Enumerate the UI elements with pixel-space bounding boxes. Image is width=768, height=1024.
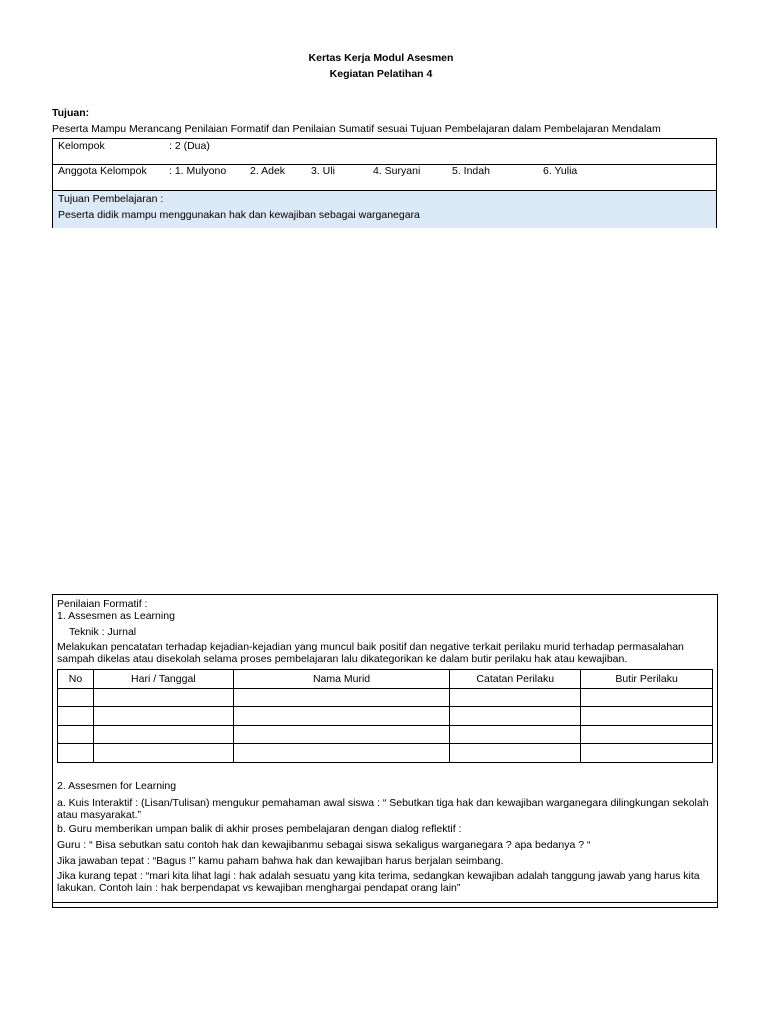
table-header-row: [58, 670, 713, 689]
umpan-balik-line: b. Guru memberikan umpan balik di akhir proses pembelajaran dengan dialog reflektif :: [57, 823, 462, 835]
member-3: 3. Uli: [311, 165, 335, 177]
table-cell[interactable]: [93, 707, 233, 726]
col-butir-perilaku: Butir Perilaku: [581, 670, 713, 689]
section2-heading: 2. Assesmen for Learning: [57, 780, 177, 792]
anggota-label: Anggota Kelompok: [58, 165, 147, 177]
tp-label: Tujuan Pembelajaran :: [58, 193, 164, 205]
table-cell[interactable]: [450, 744, 581, 763]
table-row: [58, 688, 713, 707]
table-cell[interactable]: [58, 707, 94, 726]
table-cell[interactable]: [581, 725, 713, 744]
table-cell[interactable]: [233, 744, 450, 763]
col-catatan-perilaku: Catatan Perilaku: [450, 670, 581, 689]
member-4: 4. Suryani: [373, 165, 421, 177]
table-cell[interactable]: [233, 707, 450, 726]
member-6: 6. Yulia: [543, 165, 578, 177]
member-1: : 1. Mulyono: [169, 165, 227, 177]
table-cell[interactable]: [233, 725, 450, 744]
document-title: Kertas Kerja Modul Asesmen: [308, 52, 454, 64]
document-subtitle: Kegiatan Pelatihan 4: [329, 68, 433, 80]
anggota-row: [53, 165, 716, 191]
table-row: [58, 725, 713, 744]
table-cell[interactable]: [581, 688, 713, 707]
tujuan-heading: Tujuan:: [52, 107, 90, 119]
table-cell[interactable]: [93, 725, 233, 744]
jurnal-table: [57, 669, 713, 763]
table-cell[interactable]: [581, 744, 713, 763]
col-hari-tanggal: Hari / Tanggal: [93, 670, 233, 689]
group-info-box: [52, 138, 717, 228]
table-cell[interactable]: [450, 688, 581, 707]
jurnal-description: Melakukan pencatatan terhadap kejadian-kejadian yang muncul baik positif dan negative terkait perilaku murid terhadap permasalahan sampah dikelas atau disekolah selama proses pembelajaran lalu dikategorikan ke dalam butir perilaku hak atau kewajiban.: [57, 641, 684, 665]
formatif-label: Penilaian Formatif :: [57, 598, 148, 610]
box-bottom-divider: [53, 902, 717, 903]
table-cell[interactable]: [93, 744, 233, 763]
table-cell[interactable]: [450, 725, 581, 744]
table-cell[interactable]: [58, 725, 94, 744]
jawaban-tepat-line: Jika jawaban tepat : “Bagus !” kamu paham bahwa hak dan kewajiban harus berjalan seimbang.: [57, 855, 504, 867]
table-cell[interactable]: [450, 707, 581, 726]
kelompok-row: [53, 139, 716, 165]
guru-question-line: Guru : “ Bisa sebutkan satu contoh hak dan kewajibanmu sebagai siswa sekaligus warganegara ? apa bedanya ? “: [57, 839, 591, 851]
col-nama-murid: Nama Murid: [233, 670, 450, 689]
member-2: 2. Adek: [250, 165, 286, 177]
tujuan-text: Peserta Mampu Merancang Penilaian Formatif dan Penilaian Sumatif sesuai Tujuan Pembelajaran dalam Pembelajaran Mendalam: [52, 123, 661, 135]
table-row: [58, 744, 713, 763]
table-cell[interactable]: [58, 688, 94, 707]
teknik-line: Teknik : Jurnal: [69, 626, 137, 638]
table-cell[interactable]: [58, 744, 94, 763]
kuis-line: a. Kuis Interaktif : (Lisan/Tulisan) mengukur pemahaman awal siswa : “ Sebutkan tiga hak dan kewajiban warganegara dilingkungan sekolah atau masyarakat.”: [57, 797, 709, 821]
tp-text: Peserta didik mampu menggunakan hak dan kewajiban sebagai warganegara: [58, 209, 420, 221]
kelompok-value: : 2 (Dua): [169, 140, 210, 152]
section1-heading: 1. Assesmen as Learning: [57, 610, 175, 622]
tujuan-pembelajaran-row: [53, 191, 716, 228]
table-cell[interactable]: [233, 688, 450, 707]
col-no: No: [58, 670, 94, 689]
kelompok-label: Kelompok: [58, 140, 105, 152]
kurang-tepat-line: Jika kurang tepat : “mari kita lihat lagi : hak adalah sesuatu yang kita terima, sedangkan kewajiban adalah tanggung jawab yang harus kita lakukan. Contoh lain : hak berpendapat vs kewajiban menghargai pendapat orang lain”: [57, 870, 700, 894]
member-5: 5. Indah: [452, 165, 490, 177]
table-row: [58, 707, 713, 726]
table-cell[interactable]: [93, 688, 233, 707]
table-cell[interactable]: [581, 707, 713, 726]
